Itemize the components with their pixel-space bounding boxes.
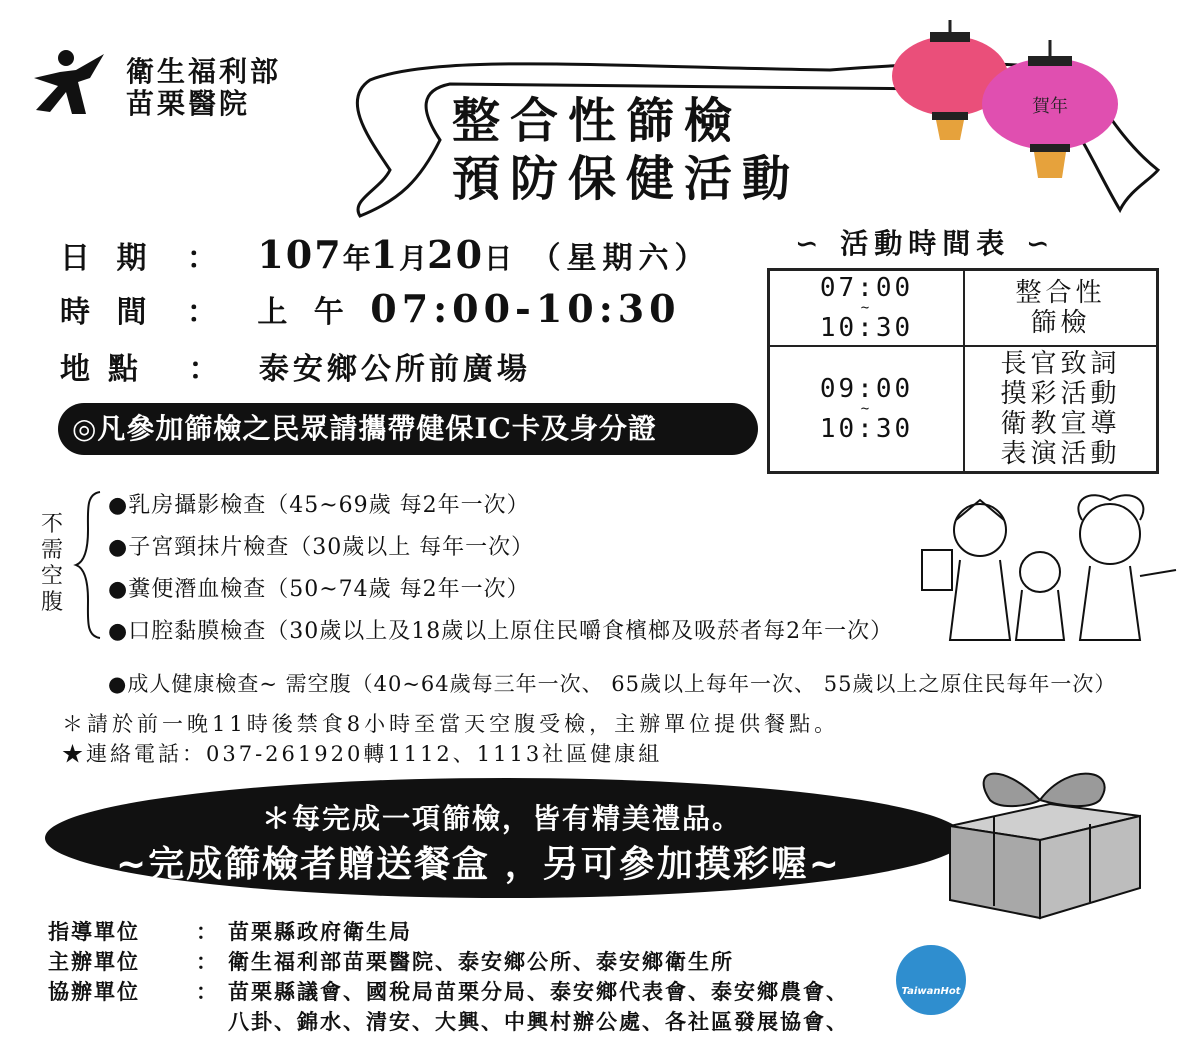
unit-label: 指導單位: [48, 920, 140, 944]
fasting-instruction: ＊請於前一晚11時後禁食8小時至當天空腹受檢，主辦單位提供餐點。: [62, 712, 840, 736]
schedule-end-1: 10:30: [819, 313, 914, 343]
gift-box-icon: [930, 760, 1160, 920]
adult-check-item: ●成人健康檢查~ 需空腹（40~64歲每三年一次、 65歲以上每年一次、 55歲以上之原住民每年一次）: [108, 672, 1117, 696]
unit-value: 苗栗縣議會、國稅局苗栗分局、泰安鄉代表會、泰安鄉農會、: [228, 980, 849, 1004]
doctor-family-illustration-icon: [920, 490, 1180, 650]
lantern-text: 賀年: [1032, 96, 1068, 117]
place-label: 地點: [60, 352, 156, 387]
schedule-activity-cell-1: [964, 270, 1157, 346]
id-card-notice: ◎凡參加篩檢之民眾請攜帶健保IC卡及身分證: [58, 403, 758, 455]
schedule-activity-cell-2: [964, 346, 1157, 472]
unit-value: 苗栗縣政府衛生局: [228, 920, 412, 944]
org-name-line2: 苗栗醫院: [126, 87, 251, 120]
schedule-item: 整合性: [1015, 278, 1106, 308]
lanterns-icon: [890, 20, 1130, 180]
org-name-line1: 衛生福利部: [126, 55, 282, 88]
place-row: [60, 344, 531, 388]
check-item-mammography: ●乳房攝影檢查（45~69歲 每2年一次）: [108, 493, 530, 518]
schedule-item: 表演活動: [1000, 439, 1121, 469]
date-year-unit: 年: [342, 242, 371, 275]
watermark-text: TaiwanHot: [901, 986, 961, 997]
date-month-unit: 月: [399, 242, 428, 275]
date-row: [60, 232, 711, 277]
event-title-line2: 預防保健活動: [452, 151, 801, 207]
date-weekday: （星期六）: [530, 241, 711, 276]
unit-colon: ：: [196, 950, 219, 974]
time-row: [60, 286, 681, 331]
time-label: 時 間: [60, 295, 155, 330]
gift-line2: ~完成篩檢者贈送餐盒 ，另可參加摸彩喔~: [116, 844, 841, 885]
unit-row-guidance: [48, 916, 412, 946]
gift-line1: ＊每完成一項篩檢，皆有精美禮品。: [262, 802, 743, 835]
hospital-logo-icon: [30, 48, 108, 118]
schedule-start-2: 09:00: [819, 374, 914, 404]
check-item-pap-smear: ●子宮頸抹片檢查（30歲以上 每年一次）: [108, 535, 535, 560]
unit-row-co-organizer: [48, 976, 849, 1006]
date-year: 107: [257, 232, 343, 277]
place-value: 泰安鄉公所前廣場: [258, 352, 531, 387]
schedule-start-1: 07:00: [819, 273, 914, 303]
watermark-badge: [896, 945, 966, 1015]
time-prefix: 上 午: [257, 295, 352, 330]
date-day: 20: [427, 232, 485, 277]
date-label: 日 期: [60, 241, 155, 276]
schedule-item: 衛教宣導: [1000, 409, 1121, 439]
schedule-table: [767, 268, 1159, 474]
check-item-oral-mucosa: ●口腔黏膜檢查（30歲以上及18歲以上原住民嚼食檳榔及吸菸者每2年一次）: [108, 619, 894, 644]
schedule-sep-2: ~: [860, 401, 873, 417]
schedule-time-cell-1: [769, 270, 964, 346]
time-value: 07:00-10:30: [370, 286, 681, 331]
schedule-item: 篩檢: [1030, 308, 1091, 338]
unit-colon: ：: [196, 980, 219, 1004]
unit-colon: ：: [196, 920, 219, 944]
unit-value: 衛生福利部苗栗醫院、泰安鄉公所、泰安鄉衛生所: [228, 950, 734, 974]
unit-row-co-organizer-cont: [48, 1006, 849, 1036]
no-fasting-label: 不需空腹: [40, 512, 63, 615]
schedule-title: ∽ 活動時間表 ∽: [795, 227, 1056, 260]
date-month: 1: [370, 232, 400, 277]
contact-phone: ★連絡電話：037-261920轉1112、1113社區健康組: [62, 742, 663, 766]
schedule-time-cell-2: [769, 346, 964, 472]
unit-label: 主辦單位: [48, 950, 140, 974]
place-colon: ：: [188, 352, 227, 387]
schedule-item: 摸彩活動: [1000, 379, 1121, 409]
date-day-unit: 日: [484, 242, 513, 275]
schedule-end-2: 10:30: [819, 414, 914, 444]
event-title-line1: 整合性篩檢: [452, 93, 743, 149]
unit-value: 八卦、錦水、清安、大興、中興村辦公處、各社區發展協會、: [228, 1010, 849, 1034]
schedule-sep-1: ~: [860, 300, 873, 316]
time-colon: ：: [186, 295, 225, 330]
schedule-item: 長官致詞: [1000, 349, 1121, 379]
date-colon: ：: [186, 241, 225, 276]
unit-label: 協辦單位: [48, 980, 140, 1004]
check-item-fecal-occult: ●糞便潛血檢查（50~74歲 每2年一次）: [108, 577, 530, 602]
unit-row-organizer: [48, 946, 734, 976]
brace-icon: [72, 490, 104, 640]
